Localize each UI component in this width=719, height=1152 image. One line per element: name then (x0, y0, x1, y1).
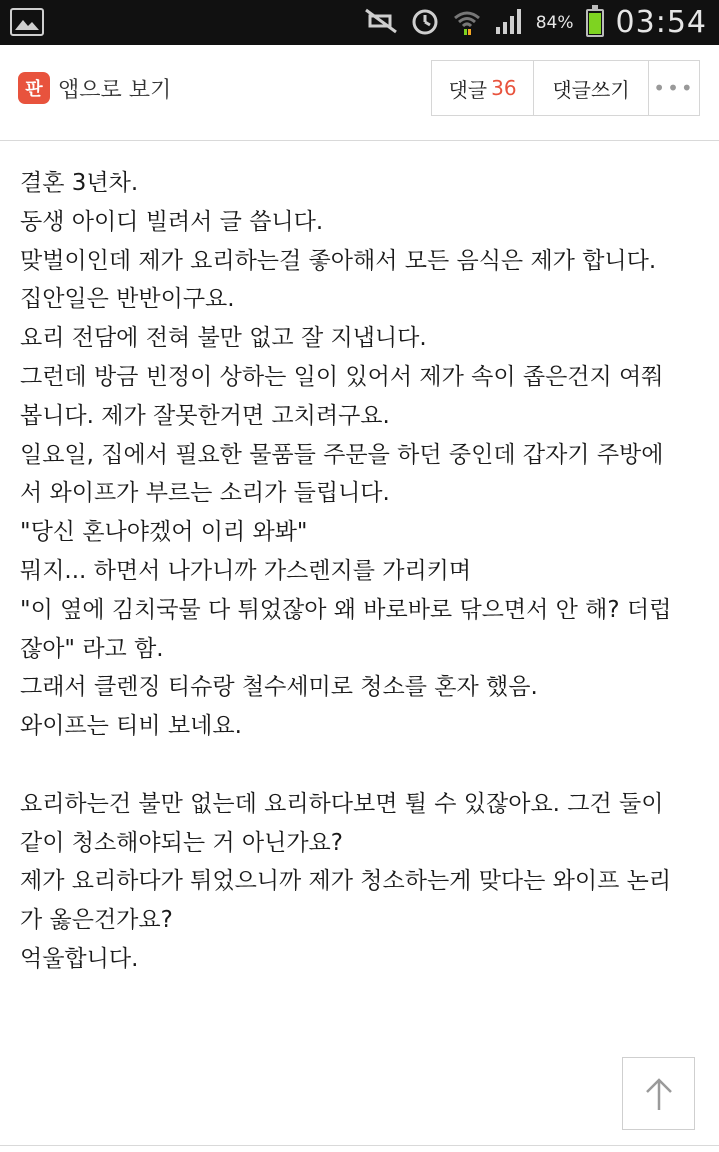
comments-count: 36 (491, 76, 517, 100)
battery-level (589, 13, 601, 33)
article-line: 잖아" 라고 함. (20, 635, 164, 662)
article-line: 그래서 클렌징 티슈랑 철수세미로 청소를 혼자 했음. (20, 674, 538, 701)
open-in-app-link[interactable]: 앱으로 보기 (58, 78, 172, 103)
article-line: 맞벌이인데 제가 요리하는걸 좋아해서 모든 음식은 제가 합니다. (20, 247, 657, 274)
article-line: 제가 요리하다가 튀었으니까 제가 청소하는게 맞다는 와이프 논리 (20, 868, 672, 895)
app-header (0, 45, 719, 141)
article-line: 일요일, 집에서 필요한 물품들 주문을 하던 중인데 갑자기 주방에 (20, 441, 664, 468)
article-line: 결혼 3년차. (20, 170, 139, 196)
wifi-icon (452, 6, 482, 40)
article-line: 그런데 방금 빈정이 상하는 일이 있어서 제가 속이 좁은건지 여쭤 (20, 363, 664, 390)
pann-logo-icon[interactable]: 판 (18, 72, 50, 104)
blank-line (20, 746, 700, 785)
signal-icon (494, 7, 524, 39)
alarm-icon (410, 6, 440, 40)
article-line: 요리하는건 불만 없는데 요리하다보면 튈 수 있잖아요. 그건 둘이 (20, 790, 664, 817)
article-line: 뭐지... 하면서 나가니까 가스렌지를 가리키며 (20, 557, 472, 584)
comment-button-group (431, 60, 700, 116)
more-icon: ••• (653, 76, 695, 100)
battery-percent: 84% (535, 12, 574, 33)
article-line: 요리 전담에 전혀 불만 없고 잘 지냅니다. (20, 325, 427, 352)
article-line: "이 옆에 김치국물 다 튀었잖아 왜 바로바로 닦으면서 안 해? 더럽 (20, 596, 672, 623)
arrow-up-icon (639, 1074, 679, 1114)
article-line: 같이 청소해야되는 거 아닌가요? (20, 829, 343, 856)
gallery-icon (10, 8, 44, 36)
article-line: 억울합니다. (20, 945, 139, 972)
write-comment-button[interactable]: 댓글쓰기 (534, 61, 649, 115)
status-icons (364, 0, 707, 45)
clock: 03:54 (615, 5, 707, 40)
bottom-divider (0, 1145, 719, 1146)
comments-label: 댓글 (448, 77, 488, 102)
article-line: 와이프는 티비 보네요. (20, 713, 242, 740)
article-line: 서 와이프가 부르는 소리가 들립니다. (20, 480, 390, 507)
article-body (20, 164, 700, 979)
article-line: 동생 아이디 빌려서 글 씁니다. (20, 208, 324, 235)
article-line: 가 옳은건가요? (20, 907, 173, 934)
scroll-to-top-button[interactable] (622, 1057, 695, 1130)
article-line: 집안일은 반반이구요. (20, 286, 235, 313)
mute-icon (364, 8, 398, 38)
battery-icon (586, 9, 604, 37)
article-line: 봅니다. 제가 잘못한거면 고치려구요. (20, 402, 390, 429)
article-line: "당신 혼나야겠어 이리 와봐" (20, 519, 308, 546)
more-options-button[interactable] (649, 61, 699, 115)
status-bar (0, 0, 719, 45)
comments-button[interactable] (432, 61, 534, 115)
